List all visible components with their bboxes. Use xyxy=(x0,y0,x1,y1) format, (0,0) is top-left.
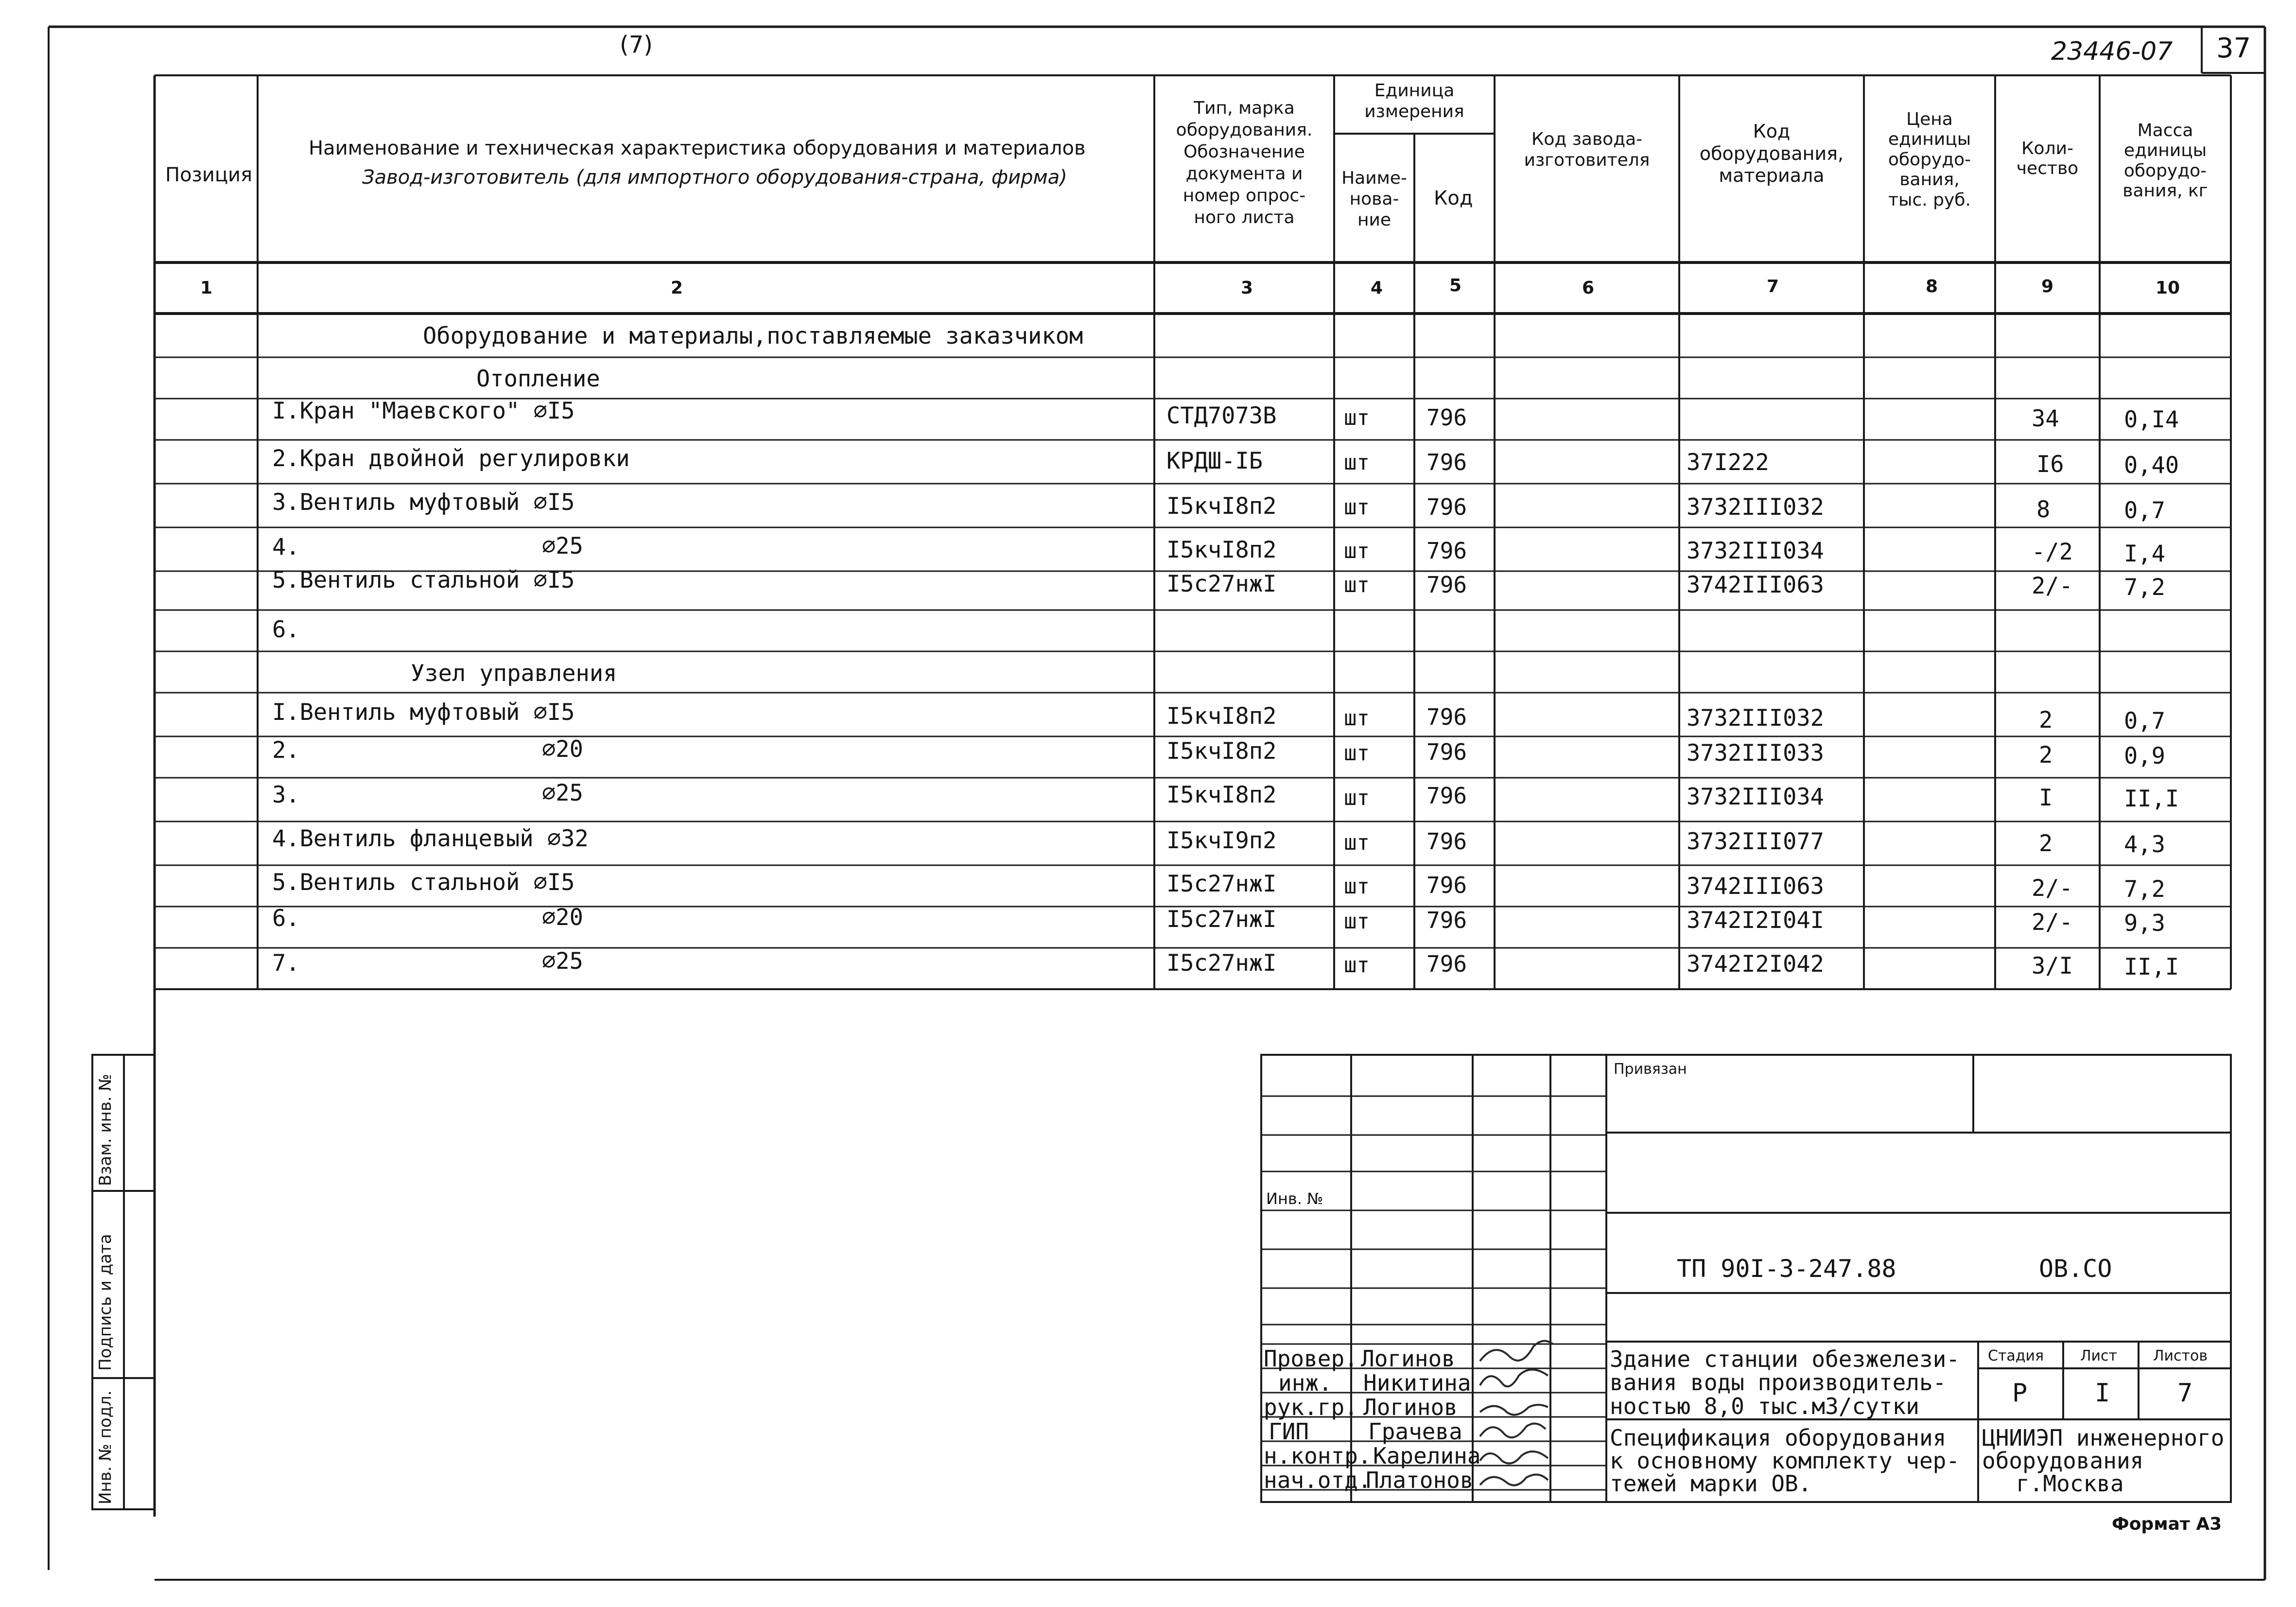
doc-title-line: к основному комплекту чер- xyxy=(1610,1447,1960,1474)
col-7-line: материала xyxy=(1719,165,1825,187)
person-name: Карелина xyxy=(1373,1443,1481,1469)
col-5-title: Код xyxy=(1434,187,1473,210)
table-row-material: 3732III077 xyxy=(1687,828,1824,855)
table-row-mass: 7,2 xyxy=(2124,876,2165,903)
object-title-line: ностью 8,0 тыс.м3/сутки xyxy=(1610,1393,1919,1419)
table-row-qty: 2/- xyxy=(2032,909,2073,936)
person-role: инж. xyxy=(1278,1370,1332,1396)
table-row-code: 796 xyxy=(1426,572,1467,598)
col-9-line: чество xyxy=(2016,158,2079,179)
table-row-type: I5с27нжI xyxy=(1166,906,1277,933)
col-10-line: оборудо- xyxy=(2123,160,2207,181)
table-row-diameter: ∅20 xyxy=(542,736,583,763)
table-row-code: 796 xyxy=(1426,951,1467,977)
col-num-5: 5 xyxy=(1449,276,1462,296)
table-row-code: 796 xyxy=(1426,739,1467,765)
person-name: Платонов xyxy=(1366,1467,1474,1493)
col-10-line: Масса xyxy=(2137,121,2193,140)
table-row-qty: 34 xyxy=(2032,405,2059,432)
table-row-qty: 2 xyxy=(2039,742,2053,769)
table-row-code: 796 xyxy=(1426,907,1467,933)
col-num-4: 4 xyxy=(1371,278,1383,298)
table-row-mass: 4,3 xyxy=(2124,831,2165,858)
table-row-code: 796 xyxy=(1426,494,1467,520)
subsection-heading: Отопление xyxy=(476,366,600,392)
person-role: рук.гр. xyxy=(1264,1394,1358,1420)
col-8-line: вания, xyxy=(1899,170,1960,190)
col-10-line: единицы xyxy=(2123,140,2207,161)
table-row-diameter: ∅25 xyxy=(542,533,583,559)
col-3-line: номер опрос- xyxy=(1183,186,1306,206)
table-row-type: I5кчI8п2 xyxy=(1166,782,1277,808)
col-4-line: нова- xyxy=(1349,189,1399,210)
sheet-label: Лист xyxy=(2080,1347,2118,1364)
table-row-mass: II,I xyxy=(2124,954,2179,980)
table-row-material: 3742I2I042 xyxy=(1687,951,1824,978)
table-row-material: 3732III032 xyxy=(1687,494,1824,521)
section-heading: Оборудование и материалы,поставляемые заказчиком xyxy=(423,323,1083,349)
table-row-mass: II,I xyxy=(2124,786,2179,812)
page-number-top: (7) xyxy=(620,31,653,58)
col-10-title xyxy=(2102,121,2228,201)
person-name: Логинов xyxy=(1361,1345,1455,1372)
col-num-6: 6 xyxy=(1582,278,1595,298)
object-title-line: вания воды производитель- xyxy=(1610,1369,1947,1396)
table-row-type: СТД7073В xyxy=(1166,402,1277,429)
table-row-unit: шт xyxy=(1344,830,1370,855)
table-row-type: I5кчI8п2 xyxy=(1166,493,1277,520)
col-6-line: Код завода- xyxy=(1531,129,1643,149)
col-3-line: ного листа xyxy=(1194,208,1295,227)
unit-group-line: измерения xyxy=(1364,102,1464,122)
col-8-title xyxy=(1866,109,1993,210)
table-row-type: КРДШ-IБ xyxy=(1166,448,1263,474)
col-2-title-line1: Наименование и техническая характеристика оборудования и материалов xyxy=(309,137,1086,159)
doc-mark: ОВ.СО xyxy=(2039,1255,2112,1283)
col-9-title xyxy=(1998,139,2097,179)
format-label: Формат А3 xyxy=(2112,1514,2222,1534)
table-row-qty: 2 xyxy=(2039,830,2053,857)
table-row-unit: шт xyxy=(1344,450,1370,475)
table-row-mass: 0,7 xyxy=(2124,708,2165,734)
table-row-unit: шт xyxy=(1344,874,1370,899)
person-name: Грачева xyxy=(1368,1418,1462,1445)
col-8-line: Цена xyxy=(1906,109,1953,129)
col-9-line: Коли- xyxy=(2021,139,2073,158)
table-row-name: 3. xyxy=(272,782,300,808)
table-row-name: I.Вентиль муфтовый ∅I5 xyxy=(272,699,575,726)
table-row-mass: 0,I4 xyxy=(2124,406,2179,433)
person-role: ГИП xyxy=(1269,1418,1309,1445)
table-row-type: I5с27нжI xyxy=(1166,950,1277,977)
doc-title xyxy=(1610,1427,1960,1495)
table-row-qty: 2/- xyxy=(2032,573,2073,599)
table-row-unit: шт xyxy=(1344,405,1370,430)
table-row-name: 6. xyxy=(272,905,300,932)
table-row-code: 796 xyxy=(1426,449,1467,475)
table-row-diameter: ∅25 xyxy=(542,948,583,975)
col-num-1: 1 xyxy=(200,278,213,298)
col-num-8: 8 xyxy=(1926,277,1938,297)
table-row-unit: шт xyxy=(1344,953,1370,978)
sheet-corner-number: 37 xyxy=(2216,33,2251,64)
table-row-material: 3732III034 xyxy=(1687,538,1824,564)
doc-code: ТП 90I-3-247.88 xyxy=(1677,1255,1896,1283)
unit-group-title xyxy=(1337,80,1492,122)
table-row-code: 796 xyxy=(1426,538,1467,564)
table-row-material: 3732III032 xyxy=(1687,705,1824,732)
org-line: оборудования xyxy=(1982,1447,2144,1474)
col-num-7: 7 xyxy=(1767,277,1779,297)
object-title-line: Здание станции обезжелези- xyxy=(1610,1346,1960,1372)
person-name: Никитина xyxy=(1363,1370,1471,1396)
table-row-material: 3742I2I04I xyxy=(1687,907,1824,934)
table-row-qty: I6 xyxy=(2036,451,2064,478)
organization xyxy=(1982,1427,2225,1495)
table-row-type: I5кчI8п2 xyxy=(1166,703,1277,730)
table-row-code: 796 xyxy=(1426,704,1467,730)
col-num-3: 3 xyxy=(1241,278,1253,298)
table-row-unit: шт xyxy=(1344,706,1370,731)
table-row-unit: шт xyxy=(1344,909,1370,934)
table-row-material: 3742III063 xyxy=(1687,572,1824,598)
inv-no-label: Инв. № xyxy=(1266,1189,1323,1208)
table-row-mass: 0,40 xyxy=(2124,452,2179,479)
col-3-line: оборудования. xyxy=(1176,120,1313,140)
col-8-line: тыс. руб. xyxy=(1888,190,1971,210)
table-row-unit: шт xyxy=(1344,573,1370,597)
stage-value: Р xyxy=(2012,1379,2028,1408)
sheets-label: Листов xyxy=(2153,1347,2208,1364)
table-row-name: 5.Вентиль стальной ∅I5 xyxy=(272,567,575,594)
person-role: нач.отд. xyxy=(1264,1467,1372,1493)
table-row-name: I.Кран "Маевского" ∅I5 xyxy=(272,398,575,424)
person-name: Логинов xyxy=(1363,1394,1458,1420)
signature-marks xyxy=(1480,1341,1553,1485)
doc-title-line: тежей марки ОВ. xyxy=(1610,1470,1812,1497)
table-row-material: 3732III033 xyxy=(1687,740,1824,767)
unit-group-line: Единица xyxy=(1374,81,1455,101)
table-row-material: 3742III063 xyxy=(1687,873,1824,900)
table-row-type: I5кчI8п2 xyxy=(1166,738,1277,765)
table-row-type: I5с27нжI xyxy=(1166,871,1277,897)
table-row-name: 5.Вентиль стальной ∅I5 xyxy=(272,869,575,896)
col-6-title xyxy=(1499,129,1674,171)
table-row-name: 4. xyxy=(272,534,300,560)
sheets-value: 7 xyxy=(2177,1379,2193,1408)
col-4-line: Наиме- xyxy=(1341,168,1407,188)
table-row-mass: I,4 xyxy=(2124,541,2165,567)
col-8-line: единицы xyxy=(1888,129,1971,150)
stage-label: Стадия xyxy=(1988,1347,2044,1364)
person-role: Провер. xyxy=(1264,1345,1358,1372)
col-7-title xyxy=(1682,121,1861,187)
privyazan-label: Привязан xyxy=(1614,1061,1687,1078)
side-label-signature-date: Подпись и дата xyxy=(96,1234,115,1371)
table-row-mass: 0,7 xyxy=(2124,497,2165,524)
table-row-name: 2.Кран двойной регулировки xyxy=(272,445,630,472)
table-row-code: 796 xyxy=(1426,404,1467,431)
table-row-unit: шт xyxy=(1344,495,1370,520)
table-row-unit: шт xyxy=(1344,741,1370,766)
table-row-name: 4.Вентиль фланцевый ∅32 xyxy=(272,825,589,852)
table-row-unit: шт xyxy=(1344,539,1370,563)
table-row-qty: -/2 xyxy=(2032,539,2073,565)
table-row-code: 796 xyxy=(1426,783,1467,809)
col-6-line: изготовителя xyxy=(1524,150,1650,171)
doc-number-top: 23446-07 xyxy=(2051,37,2173,66)
doc-title-line: Спецификация оборудования xyxy=(1610,1425,1947,1451)
table-row-material: 37I222 xyxy=(1687,449,1769,476)
col-3-title xyxy=(1162,97,1327,228)
table-row-diameter: ∅25 xyxy=(542,780,583,806)
side-label-replaced-inv: Взам. инв. № xyxy=(96,1074,115,1186)
col-3-line: Обозначение xyxy=(1183,142,1305,162)
table-row-name: 2. xyxy=(272,737,300,764)
col-7-line: Код xyxy=(1753,121,1791,142)
col-num-9: 9 xyxy=(2041,277,2054,297)
col-num-2: 2 xyxy=(671,278,683,298)
table-row-name: 7. xyxy=(272,950,300,977)
col-1-title: Позиция xyxy=(165,164,253,186)
table-row-qty: 3/I xyxy=(2032,953,2073,979)
table-row-code: 796 xyxy=(1426,828,1467,855)
col-num-10: 10 xyxy=(2156,278,2180,298)
table-row-type: I5кчI9п2 xyxy=(1166,827,1277,854)
sheet-value: I xyxy=(2095,1379,2110,1408)
table-row-name: 6. xyxy=(272,616,300,643)
col-3-line: документа и xyxy=(1185,164,1303,184)
table-row-qty: 2/- xyxy=(2032,875,2073,902)
object-title xyxy=(1610,1347,1960,1418)
col-4-line: ние xyxy=(1357,210,1392,230)
table-row-qty: 8 xyxy=(2036,496,2051,523)
table-row-mass: 0,9 xyxy=(2124,743,2165,769)
side-label-original-inv: Инв. № подл. xyxy=(96,1390,115,1504)
col-2-title-line2: Завод-изготовитель (для импортного оборудования-страна, фирма) xyxy=(362,166,1067,189)
person-role: н.контр. xyxy=(1264,1443,1372,1469)
col-10-line: вания, кг xyxy=(2122,181,2208,201)
col-4-title xyxy=(1337,168,1412,231)
table-row-type: I5кчI8п2 xyxy=(1166,537,1277,563)
org-line: г.Москва xyxy=(2016,1470,2124,1497)
table-row-code: 796 xyxy=(1426,872,1467,898)
table-row-mass: 9,3 xyxy=(2124,910,2165,937)
table-row-qty: 2 xyxy=(2039,707,2053,734)
org-line: ЦНИИЭП инженерного xyxy=(1982,1425,2225,1451)
col-3-line: Тип, марка xyxy=(1194,98,1295,118)
table-row-material: 3732III034 xyxy=(1687,784,1824,810)
table-row-diameter: ∅20 xyxy=(542,904,583,931)
subsection-heading: Узел управления xyxy=(411,660,617,687)
table-row-type: I5с27нжI xyxy=(1166,571,1277,597)
table-row-unit: шт xyxy=(1344,786,1370,810)
col-8-line: оборудо- xyxy=(1888,149,1971,170)
col-7-line: оборудования, xyxy=(1699,142,1844,164)
table-row-qty: I xyxy=(2039,785,2053,811)
table-row-name: 3.Вентиль муфтовый ∅I5 xyxy=(272,489,575,516)
table-row-mass: 7,2 xyxy=(2124,574,2165,601)
